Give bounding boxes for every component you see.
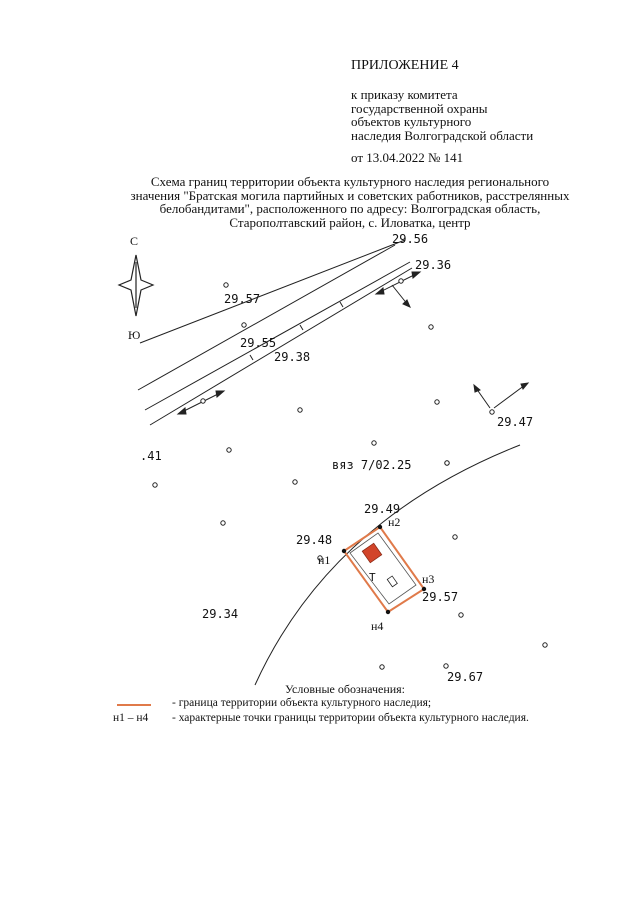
survey-point bbox=[153, 483, 157, 487]
order-line: к приказу комитета bbox=[351, 87, 458, 102]
boundary-point-n4 bbox=[386, 610, 390, 614]
legend-boundary-swatch bbox=[117, 704, 151, 706]
survey-point bbox=[453, 535, 457, 539]
map-title-line: Старополтавский район, с. Иловатка, центр bbox=[229, 214, 471, 230]
survey-point bbox=[372, 441, 376, 445]
arrow-head bbox=[403, 300, 410, 307]
monument-marker bbox=[362, 543, 381, 562]
order-date: от 13.04.2022 № 141 bbox=[351, 150, 464, 165]
order-line: государственной охраны bbox=[351, 100, 488, 116]
elevation-label: 29.36 bbox=[415, 258, 452, 272]
appendix-title: ПРИЛОЖЕНИЕ 4 bbox=[351, 58, 459, 73]
arrow-head bbox=[216, 391, 224, 397]
boundary-label-n2: н2 bbox=[388, 515, 401, 529]
boundary-label-n3: н3 bbox=[422, 572, 435, 586]
elevation-label: 29.47 bbox=[497, 415, 534, 429]
survey-point bbox=[380, 665, 384, 669]
legend-title: Условные обозначения: bbox=[285, 682, 406, 696]
arrow-head bbox=[521, 383, 528, 389]
small-object bbox=[387, 576, 397, 587]
map-title-line: белобандитами", расположенного по адресу: Волгоградская область, bbox=[159, 201, 541, 216]
boundary-point-n1 bbox=[342, 549, 346, 553]
survey-point bbox=[444, 664, 448, 668]
tree-point bbox=[445, 461, 449, 465]
elevation-label: 29.67 bbox=[447, 670, 484, 684]
survey-point bbox=[543, 643, 547, 647]
arrow-head bbox=[412, 272, 420, 278]
survey-point bbox=[429, 325, 433, 329]
road-line bbox=[150, 268, 412, 425]
compass-north-label: С bbox=[130, 234, 139, 248]
tick-mark bbox=[300, 325, 303, 330]
survey-point bbox=[201, 399, 205, 403]
compass bbox=[119, 255, 153, 316]
survey-point bbox=[459, 613, 463, 617]
elevation-label: 29.55 bbox=[240, 336, 277, 350]
tree-label: вяз 7/02.25 bbox=[332, 458, 412, 472]
boundary-label-n4: н4 bbox=[371, 619, 384, 633]
tick-mark bbox=[340, 302, 343, 307]
survey-point bbox=[221, 521, 225, 525]
tick-mark bbox=[250, 355, 253, 360]
heritage-boundary bbox=[344, 527, 424, 612]
survey-point bbox=[399, 279, 403, 283]
elevation-label: 29.38 bbox=[274, 350, 311, 364]
survey-point bbox=[224, 283, 228, 287]
survey-point bbox=[435, 400, 439, 404]
elevation-label: 29.48 bbox=[296, 533, 333, 547]
plot-label: Т bbox=[369, 571, 376, 584]
order-line: наследия Волгоградской области bbox=[351, 127, 534, 143]
plot-outline bbox=[350, 533, 416, 604]
map-title-line: значения "Братская могила партийных и советских работников, расстрелянных bbox=[130, 187, 570, 203]
elevation-label: .41 bbox=[140, 449, 162, 463]
road-line bbox=[140, 240, 405, 343]
boundary-label-n1: н1 bbox=[318, 553, 331, 567]
legend-points-text: - характерные точки границы территории объекта культурного наследия. bbox=[172, 712, 529, 724]
survey-point bbox=[227, 448, 231, 452]
survey-point bbox=[490, 410, 494, 414]
legend-boundary-text: - граница территории объекта культурного наследия; bbox=[172, 697, 432, 709]
boundary-point-n2 bbox=[378, 525, 382, 529]
elevation-label: 29.34 bbox=[202, 607, 239, 621]
compass-south-label: Ю bbox=[128, 328, 141, 342]
survey-point bbox=[242, 323, 246, 327]
map-title-line: Схема границ территории объекта культурного наследия регионального bbox=[150, 174, 550, 189]
survey-point bbox=[298, 408, 302, 412]
elevation-label: 29.57 bbox=[224, 292, 261, 306]
arrow-head bbox=[178, 408, 186, 414]
legend-points-label: н1 – н4 bbox=[113, 712, 149, 724]
survey-point bbox=[293, 480, 297, 484]
road-line bbox=[145, 262, 410, 410]
order-line: объектов культурного bbox=[351, 114, 472, 129]
elevation-label: 29.57 bbox=[422, 590, 459, 604]
arrow-line bbox=[494, 385, 525, 408]
arrow-head bbox=[474, 385, 480, 392]
road-line bbox=[138, 245, 395, 390]
elevation-label: 29.49 bbox=[364, 502, 401, 516]
elevation-label: 29.56 bbox=[392, 232, 429, 246]
